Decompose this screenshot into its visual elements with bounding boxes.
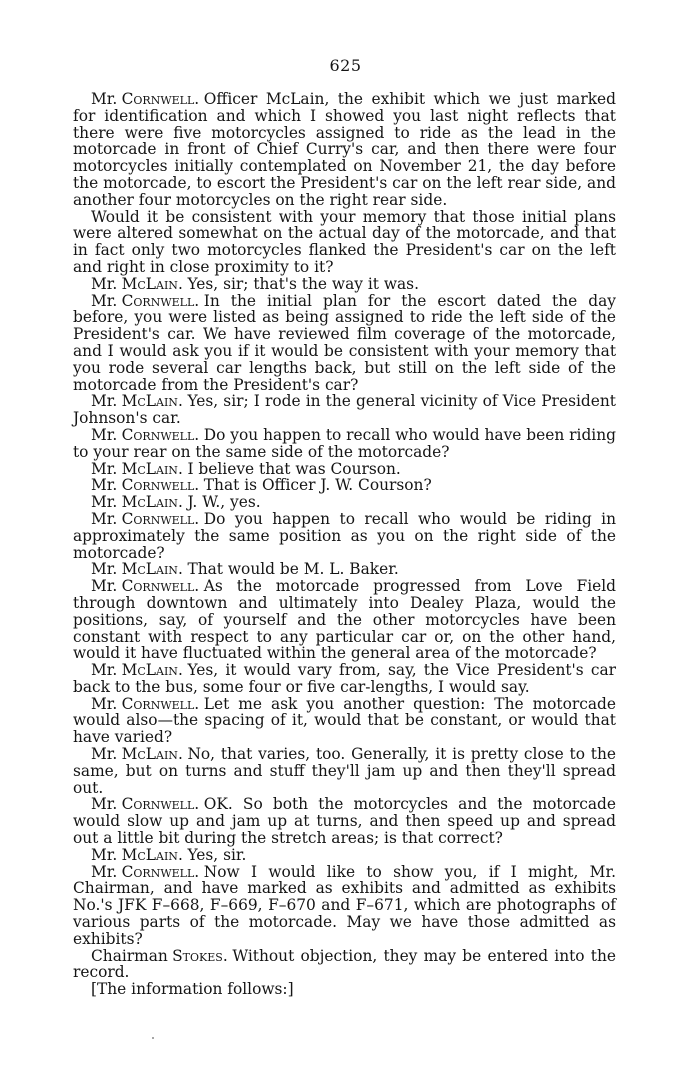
speaker-separator: .	[177, 274, 183, 293]
paragraph-text: Yes, sir.	[187, 845, 247, 864]
transcript-paragraph	[73, 276, 616, 293]
speaker-separator: .	[194, 577, 200, 596]
scan-speck	[152, 1037, 154, 1039]
speaker-name: Cornwell	[121, 90, 195, 108]
speaker-prefix: Mr.	[91, 90, 118, 108]
paragraph-text: Yes, sir; I rode in the general vicinity of Vice President Johnson's car.	[73, 392, 616, 428]
paragraph-text: No, that varies, too. Generally, it is pretty close to the same, but on turns and stuff they'll jam up and then they'll spread out.	[73, 745, 616, 797]
speaker-prefix: Mr.	[91, 459, 118, 478]
speaker-name: Stokes	[172, 946, 223, 965]
speaker-prefix: Mr.	[91, 425, 118, 444]
transcript-paragraph	[73, 696, 616, 746]
speaker-separator: .	[222, 946, 228, 965]
speaker-separator: .	[194, 425, 200, 444]
transcript-paragraph	[73, 293, 616, 394]
speaker-prefix: Mr.	[91, 274, 118, 293]
speaker-prefix: Mr.	[91, 795, 118, 814]
paragraph-text: Yes, it would vary from, say, the Vice President's car back to the bus, some four or five car-lengths, I would say.	[73, 661, 616, 696]
paragraph-text: Now I would like to show you, if I might, Mr. Chairman, and have marked as exhibits and admitted as exhibits No.'s JFK F–668, F–669, F–670 and F–671, which are photographs of various parts of the motorcade. May we have those admitted as exhibits?	[73, 862, 616, 948]
speaker-name: McLain	[121, 745, 178, 764]
speaker-name: McLain	[121, 845, 178, 864]
speaker-name: McLain	[121, 493, 178, 512]
paragraph-text: Without objection, they may be entered into the record.	[73, 946, 616, 982]
speaker-name: McLain	[121, 392, 178, 411]
paragraph-text: Yes, sir; that's the way it was.	[187, 274, 419, 293]
paragraph-text: That would be M. L. Baker.	[187, 560, 399, 579]
paragraph-text: That is Officer J. W. Courson?	[203, 476, 432, 495]
transcript-paragraph	[73, 91, 616, 209]
transcript-paragraph	[73, 561, 616, 578]
transcript-paragraph	[73, 948, 616, 982]
transcript-paragraph	[73, 796, 616, 846]
speaker-separator: .	[194, 862, 200, 881]
speaker-separator: .	[194, 694, 200, 713]
speaker-prefix: Mr.	[91, 560, 118, 579]
paragraph-text: Would it be consistent with your memory that those initial plans were altered somewhat on the actual day of the motorcade, and that in fact only two motorcycles flanked the President's car on the left and right in close proximity to it?	[73, 207, 616, 276]
speaker-prefix: Mr.	[91, 509, 118, 528]
speaker-prefix: Mr.	[91, 476, 118, 495]
speaker-separator: .	[177, 392, 183, 411]
speaker-prefix: Mr.	[91, 493, 118, 512]
speaker-prefix: Mr.	[91, 392, 118, 411]
transcript-paragraph	[73, 981, 616, 998]
transcript-paragraph	[73, 461, 616, 478]
transcript-paragraph	[73, 209, 616, 276]
speaker-separator: .	[177, 560, 183, 579]
paragraph-text: I believe that was Courson.	[187, 459, 401, 478]
speaker-name: Cornwell	[121, 509, 195, 528]
transcript-paragraph	[73, 578, 616, 662]
speaker-prefix: Mr.	[91, 577, 118, 596]
transcript	[73, 91, 616, 998]
transcript-paragraph	[73, 393, 616, 427]
speaker-prefix: Mr.	[91, 862, 118, 881]
speaker-name: Cornwell	[121, 577, 195, 596]
speaker-separator: .	[177, 661, 183, 680]
speaker-prefix: Mr.	[91, 745, 118, 764]
speaker-name: McLain	[121, 560, 178, 579]
paragraph-text: J. W., yes.	[187, 493, 261, 512]
speaker-prefix: Mr.	[91, 291, 118, 310]
paragraph-text: [The information follows:]	[91, 980, 294, 999]
speaker-name: McLain	[121, 459, 178, 478]
speaker-separator: .	[194, 90, 200, 108]
transcript-paragraph	[73, 427, 616, 461]
speaker-prefix: Mr.	[91, 661, 118, 680]
speaker-separator: .	[177, 459, 183, 478]
speaker-name: McLain	[121, 661, 178, 680]
speaker-prefix: Chairman	[91, 946, 168, 965]
speaker-separator: .	[194, 291, 200, 310]
paragraph-text: Do you happen to recall who would be riding in approximately the same position as you on the right side of the motorcade?	[73, 509, 616, 562]
speaker-name: McLain	[121, 274, 178, 293]
transcript-paragraph	[73, 847, 616, 864]
paragraph-text: Let me ask you another question: The motorcade would also—the spacing of it, would that be constant, or would that have varied?	[73, 694, 616, 747]
transcript-paragraph	[73, 746, 616, 796]
speaker-name: Cornwell	[121, 476, 195, 495]
speaker-name: Cornwell	[121, 291, 195, 310]
speaker-name: Cornwell	[121, 862, 195, 881]
paragraph-text: In the initial plan for the escort dated the day before, you were listed as being assigned to ride the left side of the President's car. We have reviewed film coverage of the motorcade, and I would ask you if it would be consistent with your memory that you rode several car lengths back, but still on the left side of the motorcade from the President's car?	[73, 291, 616, 394]
speaker-prefix: Mr.	[91, 694, 118, 713]
transcript-paragraph	[73, 477, 616, 494]
transcript-paragraph	[73, 662, 616, 696]
paragraph-text: OK. So both the motorcycles and the motorcade would slow up and jam up at turns, and then speed up and spread out a little bit during the stretch areas; is that correct?	[73, 795, 616, 848]
speaker-prefix: Mr.	[91, 845, 118, 864]
transcript-paragraph	[73, 864, 616, 948]
transcript-paragraph	[73, 511, 616, 561]
speaker-separator: .	[177, 845, 183, 864]
speaker-separator: .	[194, 509, 200, 528]
speaker-name: Cornwell	[121, 694, 195, 713]
speaker-separator: .	[177, 493, 183, 512]
speaker-separator: .	[194, 795, 200, 814]
paragraph-text: Officer McLain, the exhibit which we just marked for identification and which I showed you last night reflects that there were five motorcycles assigned to ride as the lead in the motorcade in front of Chief Curry's car, and then there were four motorcycles initially contemplated on November 21, the day before the motorcade, to escort the President's car on the left rear side, and another four motorcycles on the right rear side.	[73, 90, 616, 209]
paragraph-text: As the motorcade progressed from Love Field through downtown and ultimately into Dealey Plaza, would the positions, say, of yourself and the other motorcycles have been constant with respect to any particular car or, on the other hand, would it have fluctuated within the general area of the motorcade?	[73, 577, 616, 663]
paragraph-text: Do you happen to recall who would have been riding to your rear on the same side of the motorcade?	[73, 425, 616, 461]
speaker-name: Cornwell	[121, 425, 195, 444]
speaker-separator: .	[194, 476, 200, 495]
transcript-paragraph	[73, 494, 616, 511]
speaker-separator: .	[177, 745, 183, 764]
page-number: 625	[329, 56, 362, 75]
speaker-name: Cornwell	[121, 795, 195, 814]
